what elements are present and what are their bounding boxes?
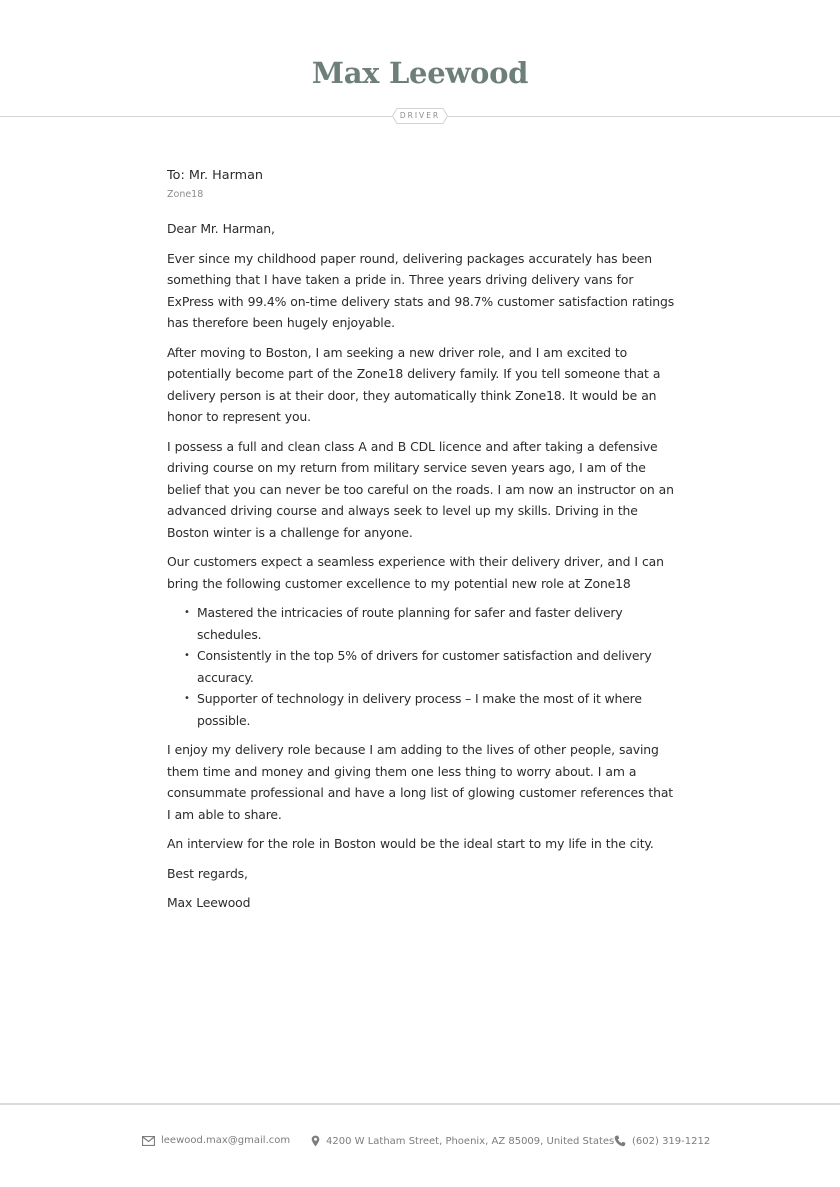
phone-text: (602) 319-1212 <box>632 1135 711 1147</box>
paragraph: I enjoy my delivery role because I am adding to the lives of other people, saving them time and money and giving them one less thing to worry about. I am a consummate professional and have a long list of glowing customer references that I am able to share. <box>167 742 673 822</box>
paragraph: After moving to Boston, I am seeking a new driver role, and I am excited to potentially become part of the Zone18 delivery family. If you tell someone that a delivery person is at their door, they automatically think Zone18. It would be an honor to represent you. <box>167 344 661 424</box>
job-title-badge <box>392 108 448 124</box>
paragraph: Ever since my childhood paper round, delivering packages accurately has been something that I have taken a pride in. Three years driving delivery vans for ExPress with 99.4% on-time delivery stats and 98.7% customer satisfaction ratings has therefore been hugely enjoyable. <box>167 250 675 330</box>
recipient-company: Zone18 <box>167 189 204 200</box>
applicant-name: Max Leewood <box>311 56 529 90</box>
email-text: leewood.max@gmail.com <box>161 1135 291 1146</box>
recipient-name: To: Mr. Harman <box>167 168 264 183</box>
job-title: DRIVER <box>399 111 441 120</box>
list-item: • Supporter of technology in delivery process – I make the most of it where possible. <box>197 688 677 731</box>
paragraph: I possess a full and clean class A and B CDL licence and after taking a defensive driving course on my return from military service seven years ago, I am of the belief that you can never be too careful on the roads. I am now an instructor on an advanced driving course and always seek to level up my skills. Driving in the Boston winter is a challenge for anyone. <box>167 438 674 540</box>
list-item: • Consistently in the top 5% of drivers for customer satisfaction and delivery accuracy. <box>197 645 677 688</box>
achievements-list <box>167 602 677 731</box>
contact-phone[interactable] <box>614 1135 710 1147</box>
letter-body <box>167 166 677 922</box>
list-item: • Mastered the intricacies of route planning for safer and faster delivery schedules. <box>197 602 677 645</box>
signature: Max Leewood <box>167 895 251 910</box>
contact-address <box>311 1135 614 1147</box>
contact-email[interactable] <box>142 1135 290 1146</box>
salutation: Dear Mr. Harman, <box>167 221 275 236</box>
footer-divider <box>0 1103 840 1105</box>
address-text: 4200 W Latham Street, Phoenix, AZ 85009, United States <box>326 1135 615 1147</box>
envelope-icon <box>142 1136 155 1146</box>
map-pin-icon <box>311 1135 320 1147</box>
signoff: Best regards, <box>167 865 248 881</box>
letter-header <box>0 0 840 140</box>
contact-footer <box>0 1135 840 1153</box>
phone-icon <box>614 1135 626 1147</box>
paragraph: Our customers expect a seamless experience with their delivery driver, and I can bring the following customer excellence to my potential new role at Zone18 <box>167 554 664 591</box>
paragraph: An interview for the role in Boston would be the ideal start to my life in the city. <box>167 836 654 851</box>
